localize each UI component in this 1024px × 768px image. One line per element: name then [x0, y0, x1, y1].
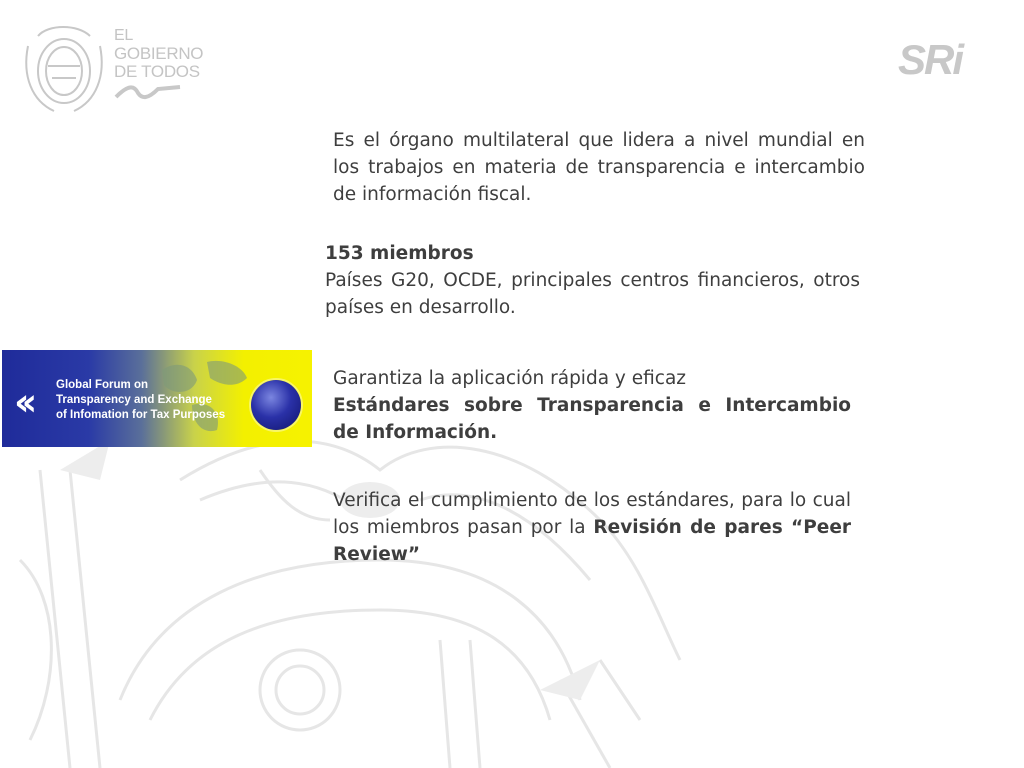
members-count: 153 miembros	[325, 243, 474, 264]
gov-line-3: DE TODOS	[114, 62, 200, 81]
global-forum-chevron-icon: ‹‹	[14, 380, 30, 424]
standards-title: Estándares sobre Transparencia e Intercambio de Información.	[333, 395, 851, 443]
members-detail: Países G20, OCDE, principales centros financieros, otros países en desarrollo.	[325, 270, 860, 318]
paragraph-standards	[333, 365, 851, 446]
ecuador-shield-icon	[18, 16, 108, 116]
global-forum-banner	[2, 350, 312, 447]
banner-line-3: of Infomation for Tax Purposes	[56, 409, 226, 421]
paragraph-peer-review	[333, 487, 851, 568]
peer-review-title: Revisión de pares “Peer Review”	[333, 517, 851, 565]
banner-line-1: Global Forum on	[56, 379, 148, 391]
sri-logo: SRi	[898, 36, 963, 83]
standards-intro: Garantiza la aplicación rápida y eficaz	[333, 368, 686, 389]
globe-icon	[251, 380, 301, 430]
banner-line-2: Transparency and Exchange	[56, 394, 212, 406]
gobierno-wordmark	[114, 27, 203, 106]
global-forum-title	[56, 378, 225, 423]
gov-line-1: EL	[114, 27, 133, 44]
paragraph-description: Es el órgano multilateral que lidera a nivel mundial en los trabajos en materia de transparencia e intercambio de información fiscal.	[333, 130, 865, 205]
peer-review-intro: Verifica el cumplimiento de los estándares, para lo cual los miembros pasan por la	[333, 490, 851, 538]
gov-line-2: GOBIERNO	[114, 44, 204, 63]
paragraph-members	[325, 240, 860, 321]
gov-swoosh-icon	[114, 81, 184, 101]
